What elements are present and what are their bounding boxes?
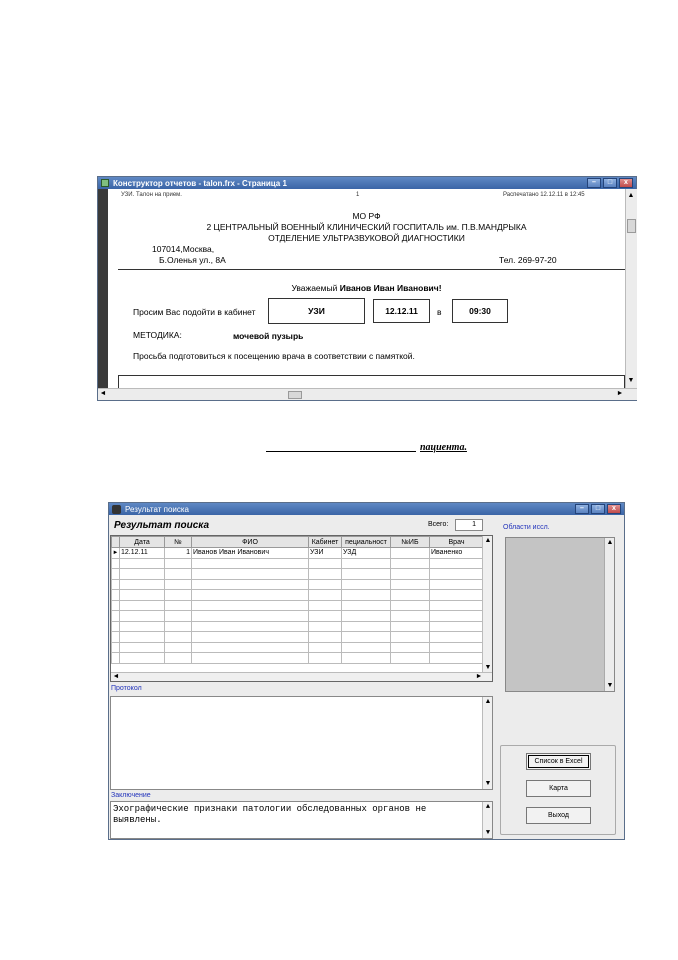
cell-cabinet[interactable]: УЗИ — [309, 548, 342, 559]
scroll-up-icon[interactable]: ▲ — [606, 539, 614, 546]
scroll-down-icon[interactable]: ▼ — [484, 664, 492, 671]
method-label: МЕТОДИКА: — [133, 330, 182, 340]
row-indicator-icon: ► — [112, 548, 120, 559]
greeting — [108, 283, 625, 293]
report-constructor-window — [97, 176, 637, 401]
cabinet-box: УЗИ — [268, 298, 365, 324]
scroll-up-icon[interactable]: ▲ — [484, 537, 492, 544]
total-label: Всего: — [428, 521, 449, 528]
protocol-label: Протокол — [111, 685, 142, 692]
hscroll-thumb[interactable] — [288, 391, 302, 399]
indicator-header — [112, 537, 120, 548]
report-printed-at: Распечатано 12.12.11 в 12:45 — [503, 192, 585, 198]
scroll-right-icon[interactable]: ► — [616, 390, 624, 397]
exit-button[interactable]: Выход — [526, 807, 591, 824]
column-header-number[interactable]: № — [165, 537, 192, 548]
conclusion-scrollbar[interactable] — [482, 802, 492, 838]
at-label: в — [437, 307, 442, 317]
empty-row — [112, 621, 484, 632]
phone: Тел. 269-97-20 — [499, 255, 557, 265]
total-value: 1 — [455, 519, 483, 531]
grid-vertical-scrollbar[interactable] — [482, 536, 492, 673]
prepare-text: Просьба подготовиться к посещению врача в соответствии с памяткой. — [133, 351, 415, 361]
scroll-down-icon[interactable]: ▼ — [484, 780, 492, 787]
table-row[interactable] — [112, 548, 484, 559]
scroll-thumb[interactable] — [627, 219, 636, 233]
maximize-button[interactable]: □ — [603, 178, 617, 188]
scroll-left-icon[interactable]: ◄ — [99, 390, 107, 397]
cell-number[interactable]: 1 — [165, 548, 192, 559]
minimize-button[interactable]: – — [575, 504, 589, 514]
protocol-textarea[interactable] — [110, 696, 493, 790]
scroll-down-icon[interactable]: ▼ — [485, 829, 491, 837]
patient-name: Иванов Иван Иванович! — [339, 283, 442, 293]
report-left-margin — [98, 189, 108, 388]
time-box: 09:30 — [452, 299, 508, 323]
report-header-left: УЗИ. Талон на прием. — [121, 192, 182, 198]
column-header-name[interactable]: ФИО — [192, 537, 309, 548]
card-button[interactable]: Карта — [526, 780, 591, 797]
date-box: 12.12.11 — [373, 299, 430, 323]
address-line-2: Б.Оленья ул., 8А — [159, 255, 226, 265]
conclusion-textarea[interactable] — [110, 801, 493, 839]
report-window-title: Конструктор отчетов - talon.frx - Страница 1 — [113, 178, 287, 188]
next-band-frame — [118, 375, 625, 388]
scroll-up-icon[interactable]: ▲ — [484, 698, 492, 705]
areas-listbox[interactable] — [505, 537, 615, 692]
column-header-cabinet[interactable]: Кабинет — [309, 537, 342, 548]
column-header-date[interactable]: Дата — [120, 537, 165, 548]
scroll-up-icon[interactable]: ▲ — [627, 192, 635, 199]
empty-row — [112, 642, 484, 653]
search-result-window — [108, 502, 625, 840]
close-button[interactable]: x — [607, 504, 621, 514]
areas-label: Области иссл. — [503, 524, 550, 531]
cell-case-number[interactable] — [391, 548, 430, 559]
report-page — [108, 189, 625, 388]
protocol-scrollbar[interactable] — [482, 697, 492, 789]
empty-row — [112, 569, 484, 580]
results-grid[interactable] — [110, 535, 493, 682]
scroll-right-icon[interactable]: ► — [475, 673, 483, 680]
empty-row — [112, 653, 484, 664]
caption-word: пациента. — [420, 442, 467, 453]
greeting-prefix: Уважаемый — [291, 283, 338, 293]
close-button[interactable]: x — [619, 178, 633, 188]
address-line-1: 107014,Москва, — [152, 244, 215, 254]
cell-name[interactable]: Иванов Иван Иванович — [192, 548, 309, 559]
column-header-specialty[interactable]: пециальност — [342, 537, 391, 548]
report-window-titlebar[interactable] — [98, 177, 636, 189]
conclusion-text: Эхографические признаки патологии обследованных органов не выявлены. — [113, 804, 427, 825]
scroll-down-icon[interactable]: ▼ — [606, 682, 614, 689]
cell-date[interactable]: 12.12.11 — [120, 548, 165, 559]
report-horizontal-scrollbar[interactable] — [98, 388, 637, 400]
scroll-up-icon[interactable]: ▲ — [485, 803, 491, 811]
empty-row — [112, 611, 484, 622]
org-line-3: ОТДЕЛЕНИЕ УЛЬТРАЗВУКОВОЙ ДИАГНОСТИКИ — [268, 233, 465, 243]
areas-scrollbar[interactable] — [604, 538, 614, 691]
export-excel-button[interactable]: Список в Excel — [526, 753, 591, 770]
column-header-doctor[interactable]: Врач — [430, 537, 484, 548]
empty-row — [112, 632, 484, 643]
report-page-number: 1 — [356, 192, 360, 198]
grid-horizontal-scrollbar[interactable] — [111, 672, 493, 681]
separator-line — [118, 269, 625, 270]
report-vertical-scrollbar[interactable] — [625, 189, 637, 388]
maximize-button[interactable]: □ — [591, 504, 605, 514]
request-text: Просим Вас подойти в кабинет — [133, 307, 256, 317]
empty-row — [112, 600, 484, 611]
empty-row — [112, 590, 484, 601]
org-line-2: 2 ЦЕНТРАЛЬНЫЙ ВОЕННЫЙ КЛИНИЧЕСКИЙ ГОСПИТАЛЬ им. П.В.МАНДРЫКА — [206, 222, 527, 232]
search-window-title: Результат поиска — [125, 504, 189, 514]
app-icon — [101, 179, 109, 187]
column-header-case-number[interactable]: №ИБ — [391, 537, 430, 548]
conclusion-label: Заключение — [111, 792, 151, 799]
org-line-1: МО РФ — [352, 211, 381, 221]
caption-underline — [266, 451, 416, 452]
cell-doctor[interactable]: Иваненко — [430, 548, 484, 559]
app-icon — [112, 505, 121, 514]
scroll-down-icon[interactable]: ▼ — [627, 377, 635, 384]
empty-row — [112, 579, 484, 590]
grid-header-row — [112, 537, 484, 548]
action-button-group — [500, 745, 616, 835]
minimize-button[interactable]: – — [587, 178, 601, 188]
search-heading: Результат поиска — [114, 520, 210, 531]
empty-row — [112, 558, 484, 569]
search-window-titlebar[interactable] — [109, 503, 624, 515]
method-value: мочевой пузырь — [233, 331, 304, 341]
cell-specialty[interactable]: УЗД — [342, 548, 391, 559]
scroll-left-icon[interactable]: ◄ — [112, 673, 120, 680]
